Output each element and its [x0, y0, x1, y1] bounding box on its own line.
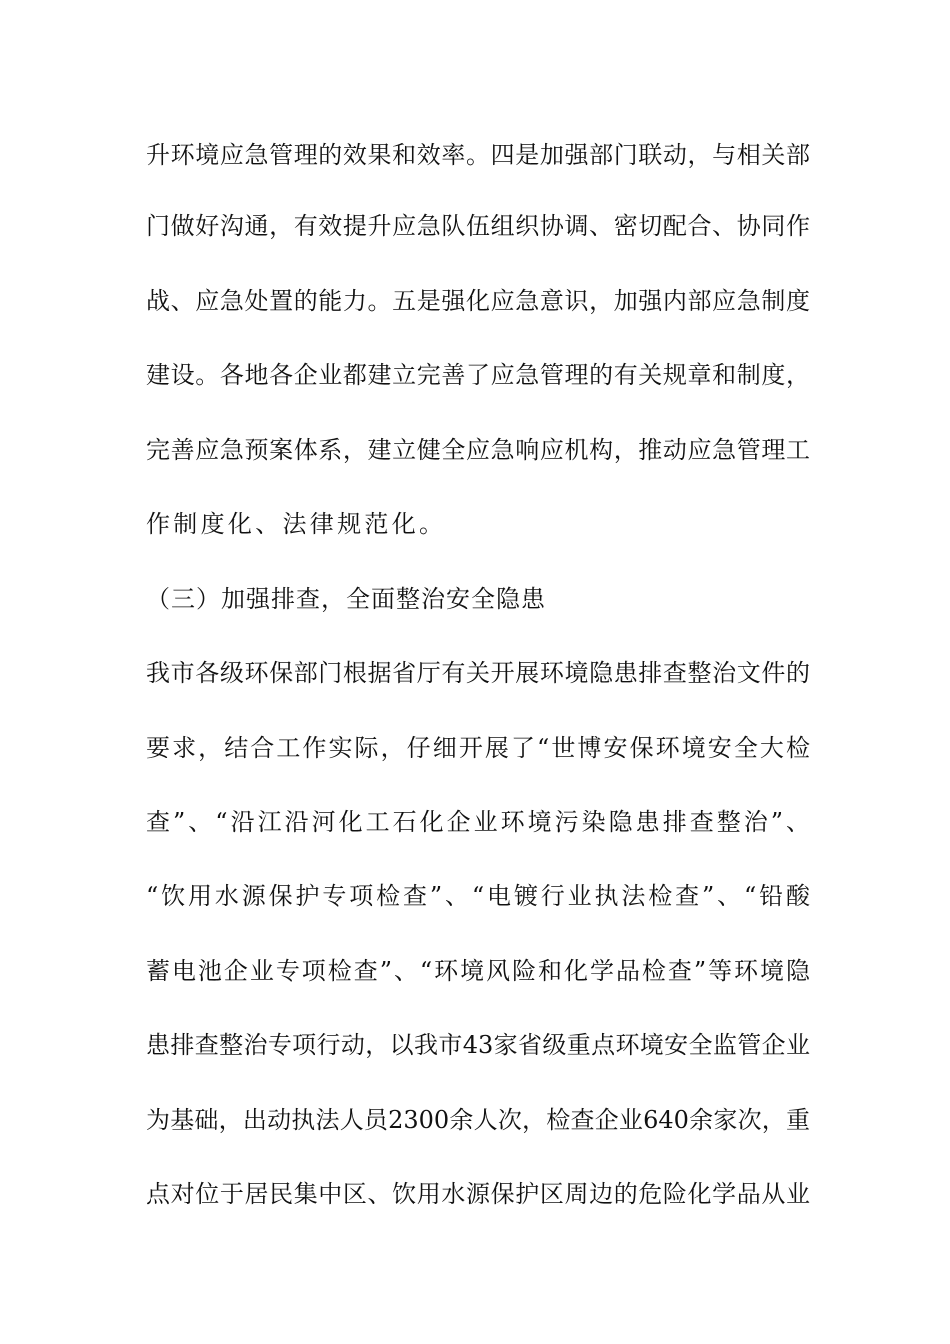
text-line-11: “饮用水源保护专项检查”、“电镀行业执法检查”、“铅酸: [146, 882, 810, 910]
text-line-4: 建设。各地各企业都建立完善了应急管理的有关规章和制度，: [146, 361, 810, 389]
text-line-10: 查”、“沿江沿河化工石化企业环境污染隐患排查整治”、: [146, 808, 810, 836]
text-line-12: 蓄电池企业专项检查”、“环境风险和化学品检查”等环境隐: [146, 957, 810, 985]
text-line-8: 我市各级环保部门根据省厅有关开展环境隐患排查整治文件的: [146, 659, 810, 687]
text-line-14: 为基础，出动执法人员2300余人次，检查企业640余家次，重: [146, 1106, 810, 1134]
section-heading: （三）加强排查，全面整治安全隐患: [146, 585, 546, 613]
text-line-6: 作制度化、法律规范化。: [146, 510, 447, 538]
text-line-5: 完善应急预案体系，建立健全应急响应机构，推动应急管理工: [146, 436, 810, 464]
text-line-15: 点对位于居民集中区、饮用水源保护区周边的危险化学品从业: [146, 1180, 810, 1208]
text-line-13: 患排查整治专项行动，以我市43家省级重点环境安全监管企业: [146, 1031, 810, 1059]
text-line-3: 战、应急处置的能力。五是强化应急意识，加强内部应急制度: [146, 287, 810, 315]
text-line-9: 要求，结合工作实际，仔细开展了“世博安保环境安全大检: [146, 734, 810, 762]
text-line-2: 门做好沟通，有效提升应急队伍组织协调、密切配合、协同作: [146, 212, 810, 240]
text-line-1: 升环境应急管理的效果和效率。四是加强部门联动，与相关部: [146, 141, 810, 169]
